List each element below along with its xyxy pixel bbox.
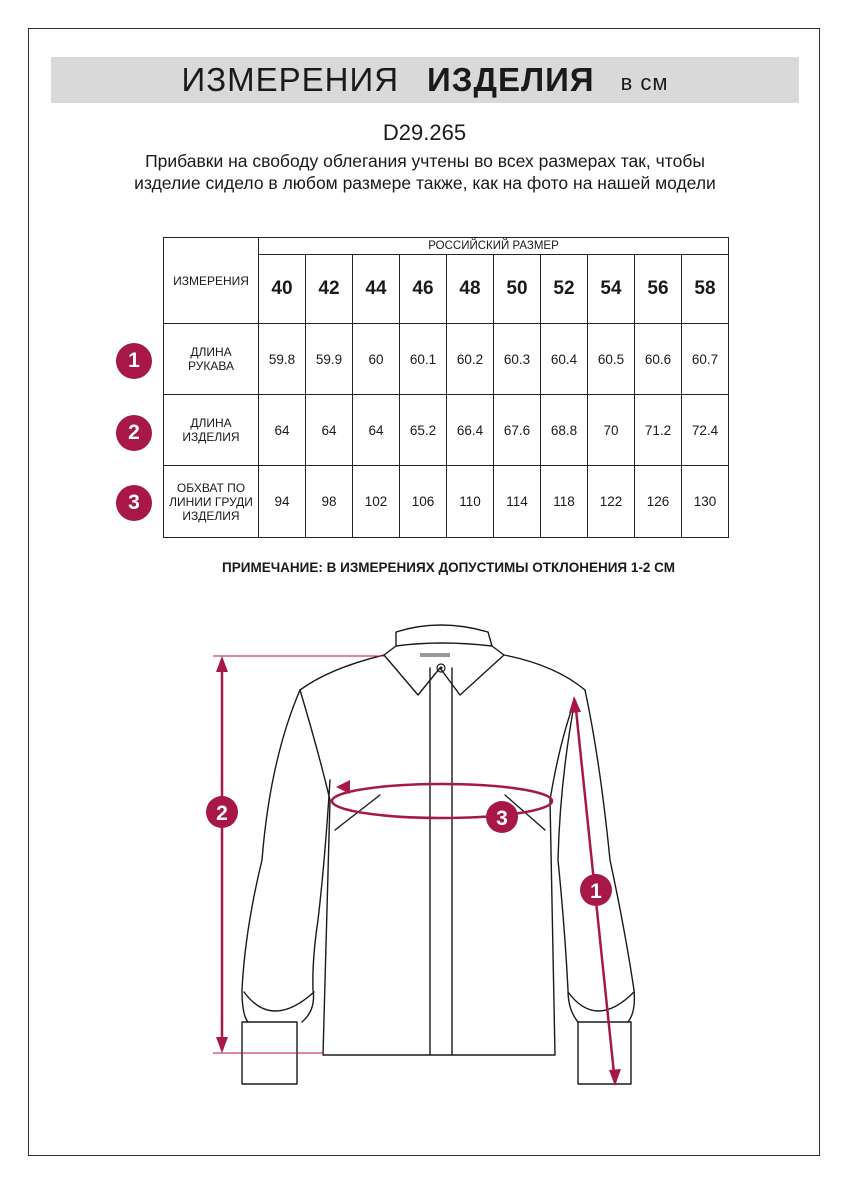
value-cell: 71.2 (635, 395, 682, 466)
value-cell: 59.9 (306, 324, 353, 395)
value-cell: 64 (353, 395, 400, 466)
russian-size-header: РОССИЙСКИЙ РАЗМЕР (259, 238, 729, 255)
table-row-garment-length (164, 395, 729, 466)
value-cell: 64 (259, 395, 306, 466)
value-cell: 110 (447, 466, 494, 538)
diagram-label-2: 2 (216, 802, 228, 825)
value-cell: 60.5 (588, 324, 635, 395)
value-cell: 60.7 (682, 324, 729, 395)
description: Прибавки на свободу облегания учтены во всех размерах так, чтобы изделие сидело в любом размере также, как на фото на нашей модели (134, 151, 716, 193)
tolerance-note: ПРИМЕЧАНИЕ: В ИЗМЕРЕНИЯХ ДОПУСТИМЫ ОТКЛОНЕНИЯ 1-2 СМ (222, 560, 675, 575)
shirt-diagram (0, 600, 849, 1100)
row-label: ДЛИНА РУКАВА (164, 324, 259, 395)
size-cell: 54 (588, 255, 635, 324)
value-cell: 126 (635, 466, 682, 538)
diagram-label-1: 1 (590, 880, 602, 903)
table-row-sleeve-length (164, 324, 729, 395)
row-label: ОБХВАТ ПО ЛИНИИ ГРУДИ ИЗДЕЛИЯ (164, 466, 259, 538)
value-cell: 102 (353, 466, 400, 538)
value-cell: 114 (494, 466, 541, 538)
size-cell: 56 (635, 255, 682, 324)
size-cell: 44 (353, 255, 400, 324)
value-cell: 70 (588, 395, 635, 466)
value-cell: 68.8 (541, 395, 588, 466)
value-cell: 94 (259, 466, 306, 538)
article-code: D29.265 (382, 120, 467, 145)
size-table (163, 237, 729, 538)
title-bar (51, 57, 799, 103)
value-cell: 67.6 (494, 395, 541, 466)
size-cell: 40 (259, 255, 306, 324)
table-row-chest-girth (164, 466, 729, 538)
value-cell: 60 (353, 324, 400, 395)
value-cell: 64 (306, 395, 353, 466)
size-cell: 58 (682, 255, 729, 324)
value-cell: 130 (682, 466, 729, 538)
row-label: ДЛИНА ИЗДЕЛИЯ (164, 395, 259, 466)
value-cell: 106 (400, 466, 447, 538)
title-part-measurements: ИЗМЕРЕНИЯ (181, 61, 400, 98)
size-cell: 48 (447, 255, 494, 324)
value-cell: 98 (306, 466, 353, 538)
row-number-badge-1: 1 (116, 343, 152, 379)
value-cell: 60.3 (494, 324, 541, 395)
value-cell: 72.4 (682, 395, 729, 466)
size-cell: 50 (494, 255, 541, 324)
value-cell: 65.2 (400, 395, 447, 466)
row-number-badge-3: 3 (116, 485, 152, 521)
button-hole (440, 667, 443, 670)
value-cell: 60.6 (635, 324, 682, 395)
size-cell: 46 (400, 255, 447, 324)
value-cell: 60.2 (447, 324, 494, 395)
value-cell: 59.8 (259, 324, 306, 395)
diagram-label-3: 3 (496, 807, 508, 830)
shirt-outline (242, 625, 634, 1084)
title-part-product: ИЗДЕЛИЯ (427, 61, 595, 98)
measurements-header: ИЗМЕРЕНИЯ (164, 238, 259, 324)
value-cell: 122 (588, 466, 635, 538)
value-cell: 66.4 (447, 395, 494, 466)
size-cell: 52 (541, 255, 588, 324)
title-unit: в см (620, 70, 669, 95)
value-cell: 118 (541, 466, 588, 538)
collar-stand-detail (420, 653, 450, 657)
value-cell: 60.4 (541, 324, 588, 395)
value-cell: 60.1 (400, 324, 447, 395)
row-number-badge-2: 2 (116, 415, 152, 451)
size-cell: 42 (306, 255, 353, 324)
